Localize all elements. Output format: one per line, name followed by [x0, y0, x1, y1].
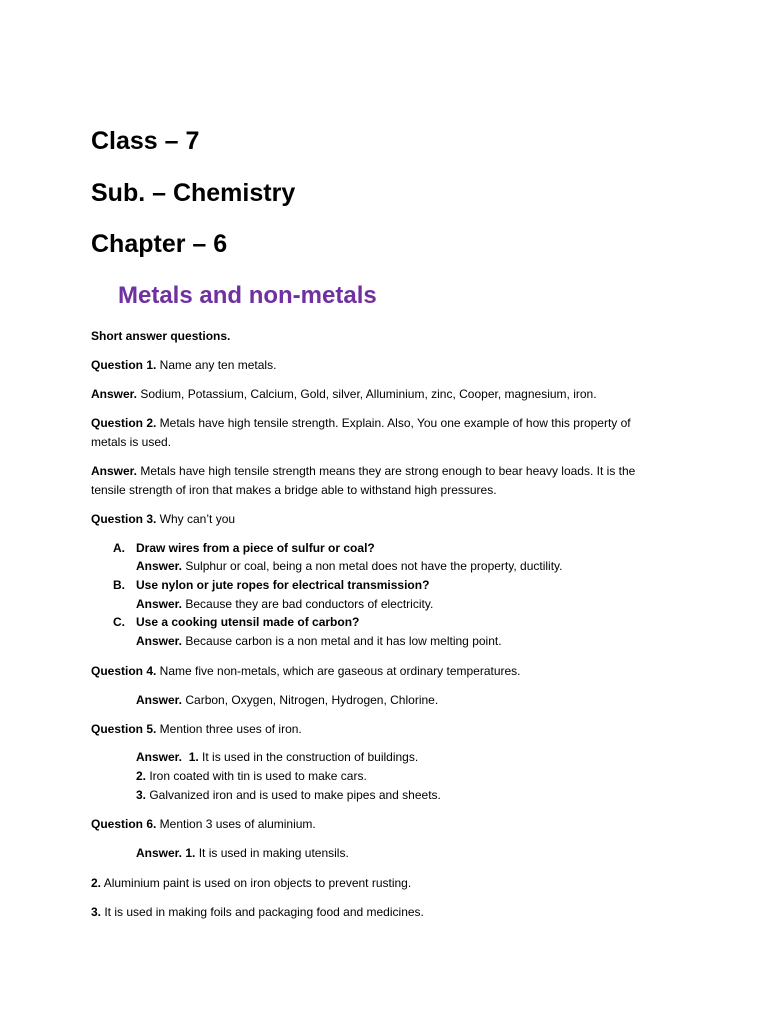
- answer-label: Answer.: [136, 559, 183, 573]
- item-number: 2.: [91, 876, 102, 890]
- answer-6-item-2: [91, 874, 411, 892]
- answer-2: [91, 462, 635, 480]
- answer-label: Answer.: [136, 597, 183, 611]
- chapter-heading: Chapter – 6: [91, 230, 228, 258]
- question-1: [91, 356, 276, 374]
- question-label: Question 4.: [91, 664, 157, 678]
- answer-5-item-2: [136, 767, 367, 785]
- list-marker: A.: [113, 541, 125, 555]
- answer-text: Sulphur or coal, being a non metal does not have the property, ductility.: [182, 559, 563, 573]
- answer-2-continued: tensile strength of iron that makes a bridge able to withstand high pressures.: [91, 483, 497, 497]
- sub-answer-b: [136, 595, 433, 613]
- answer-1: [91, 385, 597, 403]
- item-text: Galvanized iron and is used to make pipes and sheets.: [146, 788, 441, 802]
- answer-5-item-3: [136, 786, 441, 804]
- section-heading: Short answer questions.: [91, 329, 231, 343]
- class-heading: Class – 7: [91, 127, 200, 155]
- item-text: Aluminium paint is used on iron objects to prevent rusting.: [101, 876, 412, 890]
- answer-label: Answer.: [136, 693, 183, 707]
- question-2: [91, 414, 631, 432]
- sub-question-c: Use a cooking utensil made of carbon?: [136, 615, 360, 629]
- answer-label: Answer.: [91, 387, 138, 401]
- sub-answer-c: [136, 632, 502, 650]
- question-label: Question 1.: [91, 358, 157, 372]
- question-text: Mention 3 uses of aluminium.: [156, 817, 316, 831]
- document-title: Metals and non-metals: [118, 282, 377, 309]
- answer-4: [136, 691, 438, 709]
- list-marker: B.: [113, 578, 125, 592]
- item-number: 3.: [136, 788, 147, 802]
- question-label: Question 5.: [91, 722, 157, 736]
- question-text: Mention three uses of iron.: [156, 722, 302, 736]
- sub-question-b: Use nylon or jute ropes for electrical transmission?: [136, 578, 430, 592]
- answer-label: Answer.: [136, 634, 183, 648]
- question-label: Question 3.: [91, 512, 157, 526]
- answer-5-item-1: [136, 748, 418, 766]
- item-number: 3.: [91, 905, 102, 919]
- answer-text: Sodium, Potassium, Calcium, Gold, silver, Alluminium, zinc, Cooper, magnesium, iron.: [137, 387, 597, 401]
- answer-label: Answer.: [136, 846, 183, 860]
- answer-label: Answer.: [136, 750, 183, 764]
- sub-answer-a: [136, 557, 562, 575]
- answer-text: Metals have high tensile strength means they are strong enough to bear heavy loads. It is the: [137, 464, 636, 478]
- item-number: 1.: [188, 750, 199, 764]
- question-text: Why can’t you: [156, 512, 236, 526]
- answer-6-item-3: [91, 903, 424, 921]
- question-text: Name five non-metals, which are gaseous at ordinary temperatures.: [156, 664, 521, 678]
- question-5: [91, 720, 302, 738]
- question-2-continued: metals is used.: [91, 435, 172, 449]
- answer-text: Because they are bad conductors of electricity.: [182, 597, 434, 611]
- item-text: It is used in the construction of buildings.: [198, 750, 419, 764]
- question-text: Metals have high tensile strength. Explain. Also, You one example of how this property of: [156, 416, 631, 430]
- item-text: It is used in making foils and packaging food and medicines.: [101, 905, 424, 919]
- answer-label: Answer.: [91, 464, 138, 478]
- list-marker: C.: [113, 615, 125, 629]
- answer-6-item-1: [136, 844, 349, 862]
- item-number: 1.: [185, 846, 196, 860]
- answer-text: Carbon, Oxygen, Nitrogen, Hydrogen, Chlorine.: [182, 693, 439, 707]
- item-text: It is used in making utensils.: [195, 846, 349, 860]
- item-number: 2.: [136, 769, 147, 783]
- answer-text: Because carbon is a non metal and it has low melting point.: [182, 634, 502, 648]
- question-3: [91, 510, 235, 528]
- question-4: [91, 662, 521, 680]
- subject-heading: Sub. – Chemistry: [91, 179, 296, 207]
- question-label: Question 6.: [91, 817, 157, 831]
- sub-question-a: Draw wires from a piece of sulfur or coal?: [136, 541, 375, 555]
- question-label: Question 2.: [91, 416, 157, 430]
- question-text: Name any ten metals.: [156, 358, 277, 372]
- question-6: [91, 815, 316, 833]
- item-text: Iron coated with tin is used to make cars.: [146, 769, 367, 783]
